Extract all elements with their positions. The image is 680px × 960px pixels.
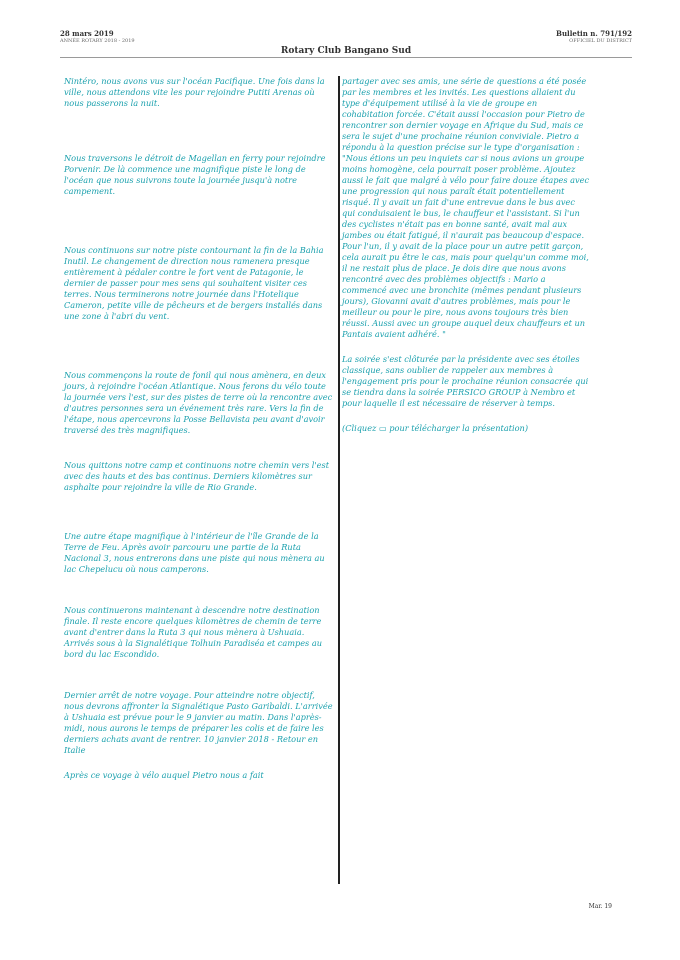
header-date: 28 mars 2019 xyxy=(60,29,114,38)
left-paragraph: Nous continuerons maintenant à descendre notre destination finale. Il reste encore quelques kilomètres de chemin de terre avant d'entrer dans la Ruta 3 qui nous mènera à Ushuaia. Arrivés sous à la Signalétique Tolhuin Paradiséa et campes au bord du lac Escondido. xyxy=(64,605,323,659)
left-paragraph: Dernier arrêt de notre voyage. Pour atteindre notre objectif, nous devrons affronter la Signalétique Pasto Garibaldi. L'arrivée à Ushuaia est prévue pour le 9 janvier au matin. Dans l'après-midi, nous aurons le temps de préparer les colis et de faire les derniers achats avant de rentrer. 10 janvier 2018 - Retour en Italie xyxy=(64,690,333,755)
header-bulletin: Bulletin n. 791/192 xyxy=(556,29,632,38)
right-paragraph: La soirée s'est clôturée par la présidente avec ses étoiles classique, sans oublier de rappeler aux membres à l'engagement pris pour le prochaine réunion consacrée qui se tiendra dans la soirée PERSICO GROUP à Nembro et pour laquelle il est nécessaire de réserver à temps. xyxy=(342,354,589,408)
header-district: OFFICIEL DU DISTRICT xyxy=(569,38,632,44)
left-paragraph: Nous commençons la route de fonil qui nous amènera, en deux jours, à rejoindre l'océan Atlantique. Nous ferons du vélo toute la journée vers l'est, sur des pistes de terre où la rencontre avec d'autres personnes sera un événement très rare. Vers la fin de l'étape, nous apercevrons la Posse Bellavista peu avant d'avoir traversé des très magnifiques. xyxy=(64,370,333,435)
left-paragraph: Une autre étape magnifique à l'intérieur de l'île Grande de la Terre de Feu. Après avoir parcouru une partie de la Ruta Nacional 3, nous entrerons dans une piste qui nous mènera au lac Chepelucu où nous camperons. xyxy=(64,531,325,574)
left-column xyxy=(64,76,334,781)
header-right xyxy=(556,29,632,45)
header-center xyxy=(60,38,632,57)
right-column xyxy=(342,76,590,434)
header-year: ANNÉE ROTARY 2018 - 2019 xyxy=(60,38,135,44)
page-header xyxy=(60,29,632,58)
header-title: Rotary Club Bangano Sud xyxy=(280,46,412,56)
left-paragraph: Nous continuons sur notre piste contournant la fin de la Bahia Inutil. Le changement de direction nous ramenera presque entièrement à pédaler contre le fort vent de Patagonie, le dernier de passer pour mes sens qui souhaitent visiter ces terres. Nous terminerons notre journée dans l'Hotelique Cameron, petite ville de pêcheurs et de bergers installés dans une zone à l'abri du vent. xyxy=(64,245,324,321)
left-paragraph: Après ce voyage à vélo auquel Pietro nous a fait xyxy=(64,770,264,780)
column-divider xyxy=(338,76,340,884)
left-paragraph: Nous quittons notre camp et continuons notre chemin vers l'est avec des hauts et des bas continus. Derniers kilomètres sur asphalte pour rejoindre la ville de Rio Grande. xyxy=(64,460,330,492)
page-number: Mar. 19 xyxy=(588,903,612,910)
download-link[interactable]: (Cliquez ▭ pour télécharger la présentation) xyxy=(342,423,529,433)
left-paragraph: Nintéro, nous avons vus sur l'océan Pacifique. Une fois dans la ville, nous attendons vite les pour rejoindre Putiti Arenas où nous passerons la nuit. xyxy=(64,76,325,108)
right-paragraph: partager avec ses amis, une série de questions a été posée par les membres et les invités. Les questions allaient du type d'équipement utilisé à la vie de groupe en cohabitation forcée. C'était aussi l'occasion pour Pietro de rencontrer son dernier voyage en Afrique du Sud, mais ce sera le sujet d'une prochaine réunion conviviale. Pietro a répondu à la question précise sur le type d'organisation : "Nous étions un peu inquiets car si nous avions un groupe moins homogène, cela pourrait poser problème. Ajoutez aussi le fait que malgré à vélo pour faire douze étapes avec une progression qui nous paraît était potentiellement risqué. Il y avait un fait d'une entrevue dans le bus avec qui conduisaient le bus, le chauffeur et l'assistant. Si l'un des cyclistes n'était pas en bonne santé, avait mal aux jambes ou était fatigué, il n'aurait pas beaucoup d'espace. Pour l'un, il y avait de la place pour un autre petit garçon, cela aurait pu être le cas, mais pour quelqu'un comme moi, il ne restait plus de place. Je dois dire que nous avons rencontré avec des problèmes objectifs : Mario a commencé avec une bronchite (mêmes pendant plusieurs jours), Giovanni avait d'autres problèmes, mais pour le meilleur ou pour le pire, nous avons toujours très bien réussi. Aussi avec un groupe auquel deux chauffeurs et un Pantais avaient adhéré. " xyxy=(342,76,590,339)
left-paragraph: Nous traversons le détroit de Magellan en ferry pour rejoindre Porvenir. De là commence une magnifique piste le long de l'océan que nous suivrons toute la journée jusqu'à notre campement. xyxy=(64,153,326,196)
